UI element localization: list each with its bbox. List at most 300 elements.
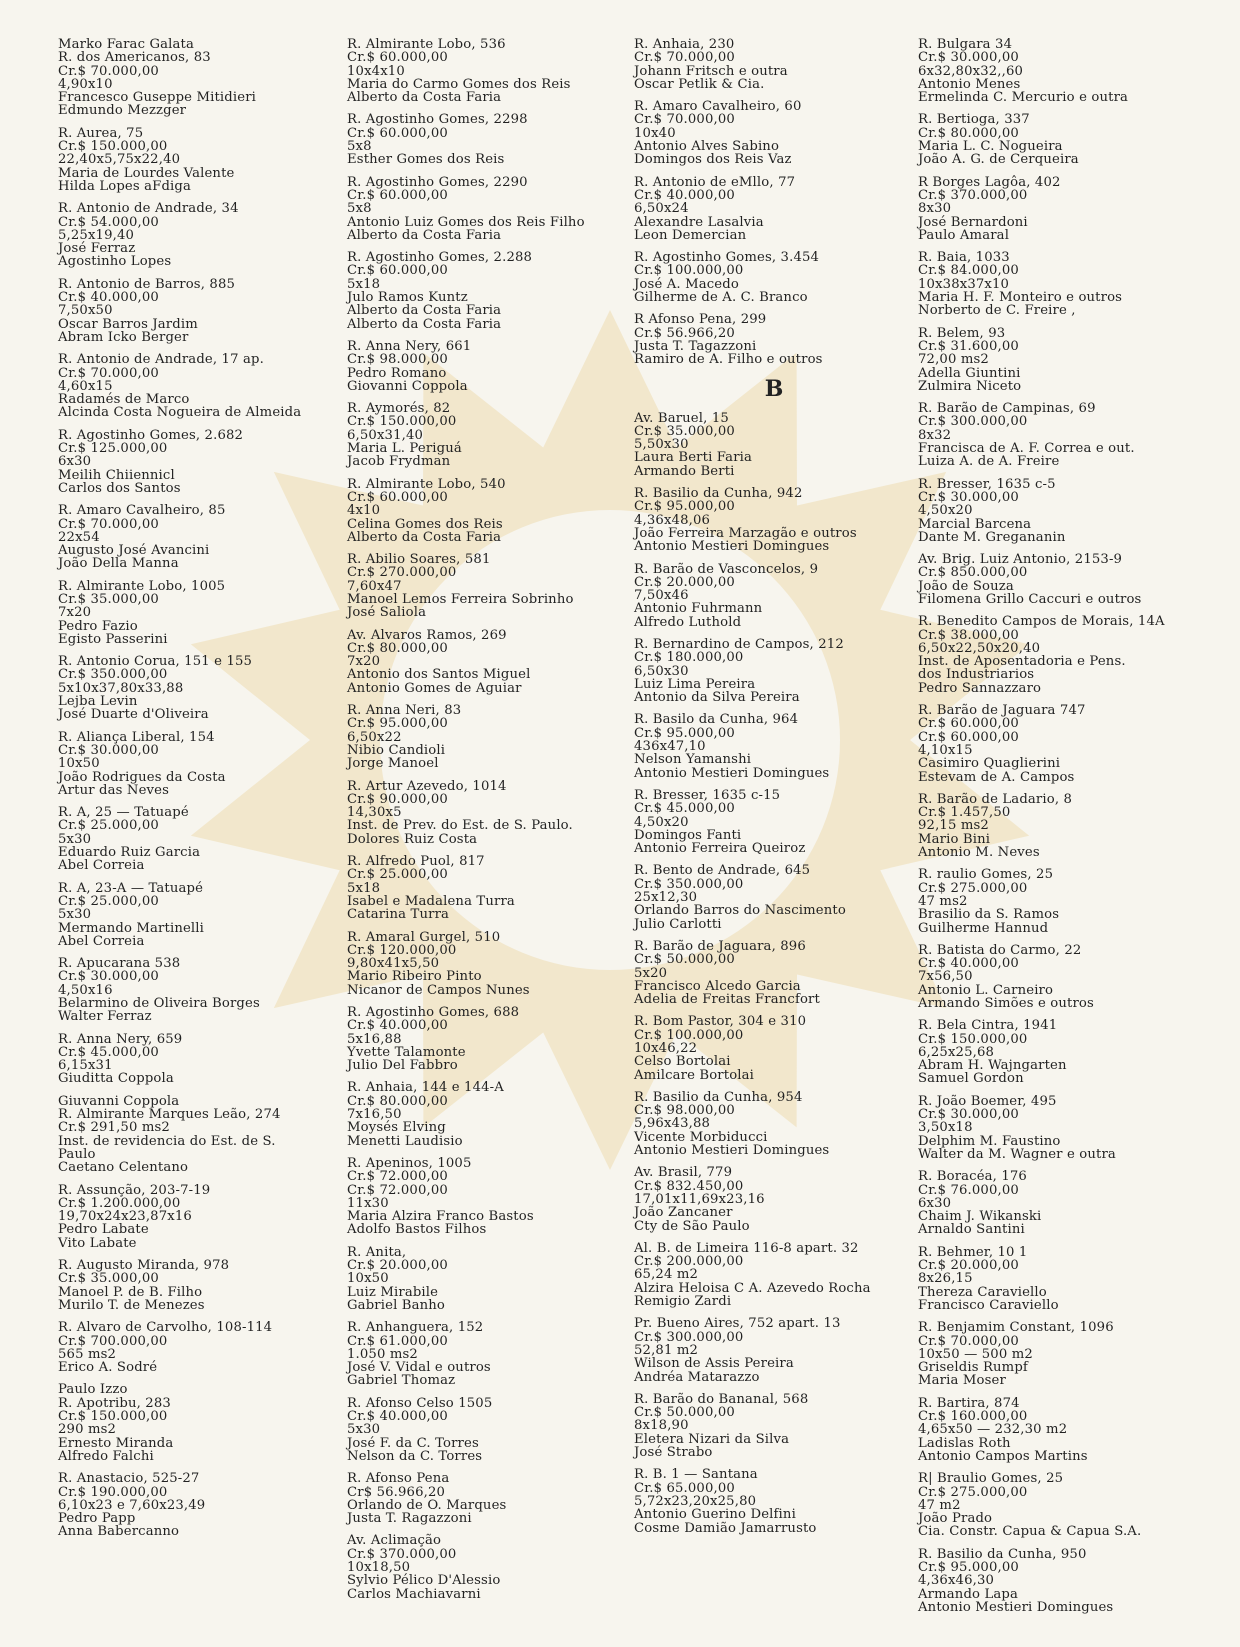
listing-line: Cr.$ 70.000,00: [634, 112, 735, 128]
listing-line: Cr.$ 120.000,00: [347, 942, 457, 958]
listing-entry: [347, 1006, 627, 1072]
listing-line: Luiza A. de A. Freire: [918, 454, 1060, 470]
listing-line: Inst. de revidencia do Est. de S.: [58, 1133, 276, 1149]
listing-line: Julo Ramos Kuntz: [347, 290, 468, 306]
listing-entry: [918, 1472, 1198, 1538]
listing-line: Inst. de Aposentadoria e Pens.: [918, 654, 1126, 670]
listing-line: Cr.$ 200.000,00: [634, 1254, 744, 1270]
listing-line: Augusto José Avancini: [58, 543, 210, 559]
listing-line: Chaim J. Wikanski: [918, 1209, 1042, 1225]
listing-line: Alberto da Costa Faria: [347, 303, 502, 319]
listing-entry: [347, 1472, 627, 1525]
listing-line: Cr.$ 50.000,00: [634, 952, 735, 968]
listing-line: Cr.$ 80.000,00: [347, 1093, 448, 1109]
listing-address: R. Benjamim Constant, 1096: [918, 1320, 1114, 1336]
listing-line: 7,50x46: [634, 588, 689, 604]
listing-line: Wilson de Assis Pereira: [634, 1356, 794, 1372]
listing-address: R. João Boemer, 495: [918, 1093, 1057, 1109]
listing-line: Cr.$ 180.000,00: [634, 650, 744, 666]
listing-line: José V. Vidal e outros: [347, 1360, 491, 1376]
listing-line: Cosme Damião Jamarrusto: [634, 1520, 817, 1536]
listing-line: Antonio Gomes de Aguiar: [347, 680, 522, 696]
listing-line: 6x30: [918, 1195, 952, 1211]
listing-line: Meilih Chiiennicl: [58, 467, 175, 483]
listing-line: 5x10x37,80x33,88: [58, 680, 184, 696]
listing-address: R. Afonso Pena: [347, 1471, 450, 1487]
listing-entry: [634, 176, 914, 242]
listing-line: Guilherme Hannud: [918, 920, 1049, 936]
listing-address: R. Alfredo Puol, 817: [347, 854, 485, 870]
listing-entry: [918, 1170, 1198, 1236]
listing-entry: [634, 864, 914, 930]
listing-entry: [58, 278, 338, 344]
listing-line: Cr.$ 45.000,00: [634, 801, 735, 817]
listing-line: Ermelinda C. Mercurio e outra: [918, 90, 1129, 106]
listing-line: 92,15 ms2: [918, 818, 989, 834]
listing-line: Dolores Ruiz Costa: [347, 831, 478, 847]
listing-entry: [58, 957, 338, 1023]
listing-line: 6,50x22: [347, 729, 402, 745]
listing-line: Isabel e Madalena Turra: [347, 893, 515, 909]
listing-line: Armando Simões e outros: [918, 996, 1094, 1011]
listing-line: Cr.$ 98.000,00: [634, 1103, 735, 1119]
listing-line: Maria de Lourdes Valente: [58, 165, 235, 181]
listing-entry: [347, 176, 627, 242]
listing-line: 1.050 ms2: [347, 1346, 418, 1362]
listing-entry: [347, 38, 627, 104]
listing-line: Leon Demercian: [634, 227, 747, 243]
listing-address: R. A, 23-A — Tatuapé: [58, 880, 204, 896]
listing-address: R. Bresser, 1635 c-15: [634, 787, 781, 803]
listing-line: Lejba Levin: [58, 694, 138, 710]
listing-address: R. Afonso Celso 1505: [347, 1395, 493, 1411]
listing-line: 6,10x23 e 7,60x23,49: [58, 1497, 206, 1513]
listing-entry: [58, 731, 338, 797]
listing-line: 25x12,30: [634, 890, 698, 906]
listing-line: Giovanni Coppola: [347, 378, 468, 394]
listing-line: Domingos Fanti: [634, 827, 742, 843]
listing-line: Cr.$ 61.000,00: [347, 1333, 448, 1349]
listing-address: R. Barão de Jaguara 747: [918, 703, 1086, 719]
listing-line: Cr.$ 70.000,00: [58, 516, 159, 532]
listing-line: Cr.$ 72.000,00: [347, 1169, 448, 1185]
listing-line: dos Industriarios: [918, 667, 1035, 683]
listing-entry: [347, 855, 627, 921]
listing-line: 4,36x48,06: [634, 512, 711, 528]
listing-line: Alberto da Costa Faria: [347, 529, 502, 545]
listing-line: José Strabo: [634, 1445, 713, 1461]
listing-line: Marcial Barcena: [918, 516, 1032, 532]
listing-line: Walter Ferraz: [58, 1009, 152, 1025]
listing-line: Sylvio Pélico D'Alessio: [347, 1573, 501, 1589]
listing-address: R. Antonio de Barros, 885: [58, 276, 236, 292]
listing-line: Cr.$ 125.000,00: [58, 441, 168, 457]
listing-line: 72,00 ms2: [918, 352, 989, 368]
listing-address: R. Almirante Lobo, 540: [347, 476, 506, 492]
listing-line: Antonio Mestieri Domingues: [634, 765, 830, 781]
listing-line: Griseldis Rumpf: [918, 1360, 1028, 1376]
listing-entry: [58, 353, 338, 419]
listing-line: Artur das Neves: [58, 782, 169, 798]
listing-address: R. Boracéa, 176: [918, 1169, 1027, 1185]
listing-entry: [347, 1321, 627, 1387]
listing-line: Eduardo Ruiz Garcia: [58, 845, 201, 861]
listing-address: R. Basilio da Cunha, 942: [634, 486, 803, 502]
listing-line: Cr.$ 72.000,00: [347, 1182, 448, 1198]
listing-line: 5x16,88: [347, 1031, 402, 1047]
listing-address: R. Barão de Campinas, 69: [918, 401, 1096, 417]
listing-entry: [918, 38, 1198, 104]
listing-line: Antonio M. Neves: [918, 845, 1040, 861]
listing-entry: [918, 251, 1198, 317]
listing-line: 6,50x31,40: [347, 427, 424, 443]
listing-line: Estevam de A. Campos: [918, 769, 1075, 785]
listing-line: João de Souza: [918, 578, 1014, 594]
listing-line: Julio Del Fabbro: [347, 1058, 458, 1074]
listing-line: Cr.$ 370.000,00: [347, 1546, 457, 1562]
listing-line: Justa T. Tagazzoni: [634, 338, 757, 354]
listing-entry: [918, 478, 1198, 544]
listing-line: Hilda Lopes aFdiga: [58, 178, 192, 194]
listing-line: Alfredo Luthold: [634, 614, 742, 630]
listing-entry: [918, 1019, 1198, 1085]
listing-entry: [634, 1166, 914, 1232]
listing-address: R. Augusto Miranda, 978: [58, 1258, 230, 1274]
listing-line: Esther Gomes dos Reis: [347, 152, 505, 168]
listing-line: Cr.$ 80.000,00: [918, 125, 1019, 141]
listing-entry: [58, 580, 338, 646]
listing-line: Cr.$ 370.000,00: [918, 187, 1028, 203]
listing-entry: [347, 1246, 627, 1312]
listing-line: Pedro Papp: [58, 1511, 136, 1527]
listing-line: Antonio Luiz Gomes dos Reis Filho: [347, 214, 585, 230]
listing-line: Antonio Mestieri Domingues: [918, 1599, 1114, 1615]
listing-line: Amilcare Bortolai: [634, 1067, 755, 1083]
listing-line: Cr.$ 30.000,00: [918, 1107, 1019, 1123]
listing-line: Armando Lapa: [918, 1586, 1018, 1602]
listing-line: Nibio Candioli: [347, 742, 446, 758]
listing-line: 17,01x11,69x23,16: [634, 1191, 765, 1207]
listing-line: Pedro Romano: [347, 365, 447, 381]
listing-address: Av. Brig. Luiz Antonio, 2153-9: [918, 552, 1123, 568]
listing-line: Cr.$ 40.000,00: [918, 956, 1019, 972]
listing-line: Cr.$ 275.000,00: [918, 1484, 1028, 1500]
listing-line: Vicente Morbiducci: [634, 1129, 768, 1145]
listing-line: Cr.$ 350.000,00: [58, 667, 168, 683]
listing-line: Cr.$ 150.000,00: [918, 1031, 1028, 1047]
listing-address: Pr. Bueno Aires, 752 apart. 13: [634, 1316, 841, 1332]
listing-entry: [58, 1472, 338, 1538]
listing-address: R. Almirante Lobo, 1005: [58, 578, 226, 594]
listing-line: 7,60x47: [347, 578, 402, 594]
listing-line: 7,50x50: [58, 303, 113, 319]
listing-line: Cr.$ 60.000,00: [918, 716, 1019, 732]
listing-line: 4x10: [347, 503, 381, 519]
listing-line: Cr.$ 350.000,00: [634, 876, 744, 892]
listing-line: Manoel Lemos Ferreira Sobrinho: [347, 591, 574, 607]
listing-line: 5x30: [58, 831, 92, 847]
listing-line: João Prado: [918, 1511, 993, 1527]
listing-entry: [58, 1095, 338, 1175]
listing-line: 8x32: [918, 427, 952, 443]
listing-line: Adelia de Freitas Francfort: [634, 992, 820, 1008]
listing-entry: [918, 1095, 1198, 1161]
listing-line: Cr.$ 60.000,00: [347, 489, 448, 505]
listing-entry: [918, 944, 1198, 1010]
listing-line: Mario Bini: [918, 831, 991, 847]
listing-address: R. Bresser, 1635 c-5: [918, 476, 1056, 492]
listing-line: Orlando de O. Marques: [347, 1497, 507, 1513]
listing-line: Mermando Martinelli: [58, 920, 205, 936]
listing-line: Francisco Alcedo Garcia: [634, 978, 801, 994]
listing-line: Cr.$ 850.000,00: [918, 565, 1028, 581]
listing-line: 5,50x30: [634, 437, 689, 453]
listing-line: Delphim M. Faustino: [918, 1133, 1061, 1149]
listing-line: Cr.$ 291,50 ms2: [58, 1120, 170, 1136]
listing-line: Cr.$ 84.000,00: [918, 263, 1019, 279]
listing-line: Alfredo Falchi: [58, 1448, 154, 1464]
listing-address: Av. Aclimação: [347, 1533, 442, 1549]
listing-line: 10x46,22: [634, 1041, 698, 1056]
listing-line: R. dos Americanos, 83: [58, 50, 211, 66]
listing-line: Cr.$ 20.000,00: [634, 574, 735, 590]
listing-address: R. Agostinho Gomes, 3.454: [634, 250, 820, 266]
listing-address: Giuvanni Coppola: [58, 1093, 180, 1109]
listing-line: Cr.$ 35.000,00: [58, 591, 159, 607]
listing-entry: [347, 251, 627, 331]
listing-address: R. Aliança Liberal, 154: [58, 729, 215, 745]
listing-line: Ramiro de A. Filho e outros: [634, 352, 823, 368]
listing-line: Cr.$ 60.000,00: [347, 50, 448, 66]
listing-line: Antonio dos Santos Miguel: [347, 667, 531, 683]
listing-line: Cr.$ 60.000,00: [347, 125, 448, 141]
listing-line: Walter da M. Wagner e outra: [918, 1146, 1116, 1162]
listing-entry: [58, 38, 338, 118]
listing-address: R. Anita,: [347, 1244, 407, 1260]
listing-address: R. Bom Pastor, 304 e 310: [634, 1014, 807, 1030]
listing-entry: [347, 704, 627, 770]
listing-line: 6,25x25,68: [918, 1044, 995, 1060]
listing-entry: [634, 487, 914, 553]
listing-line: Thereza Caraviello: [918, 1284, 1047, 1300]
listing-line: Armando Berti: [634, 463, 735, 479]
listing-line: João Zancaner: [634, 1205, 733, 1221]
listing-line: Cr.$ 98.000,00: [347, 352, 448, 368]
listing-address: R. Antonio de Andrade, 34: [58, 201, 239, 217]
listing-line: 436x47,10: [634, 739, 706, 755]
listing-line: Cr.$ 150.000,00: [58, 1409, 168, 1425]
listing-line: Cr.$ 50.000,00: [634, 1405, 735, 1421]
listing-entry: [918, 868, 1198, 934]
listing-line: Maria Alzira Franco Bastos: [347, 1209, 534, 1225]
listing-address: R. Belem, 93: [918, 325, 1006, 341]
listing-address: R. Agostinho Gomes, 688: [347, 1005, 520, 1020]
listing-entry: [918, 1246, 1198, 1312]
listing-line: 14,30x5: [347, 805, 402, 821]
listing-line: Maria do Carmo Gomes dos Reis: [347, 76, 571, 92]
listing-entry: [58, 882, 338, 948]
listing-line: Antonio Fuhrmann: [634, 601, 763, 617]
listing-entry: [918, 704, 1198, 784]
listing-line: Luiz Lima Pereira: [634, 676, 756, 692]
listing-line: 4,50x20: [918, 503, 973, 519]
listing-line: Pedro Fazio: [58, 618, 138, 634]
listing-entry: [918, 113, 1198, 166]
listing-entry: [634, 638, 914, 704]
listing-line: Cr.$ 30.000,00: [918, 489, 1019, 505]
listing-line: 10x50 — 500 m2: [918, 1346, 1033, 1362]
listing-line: Casimiro Quaglierini: [918, 756, 1061, 772]
listing-line: Cr.$ 25.000,00: [58, 893, 159, 909]
listing-entry: [347, 780, 627, 846]
listing-line: Francisca de A. F. Correa e out.: [918, 441, 1135, 457]
listing-line: 7x20: [347, 654, 381, 670]
listing-line: 7x16,50: [347, 1107, 402, 1123]
listing-line: Egisto Passerini: [58, 631, 168, 647]
listing-address: R. Antonio de eMllo, 77: [634, 174, 796, 190]
listing-line: Nelson da C. Torres: [347, 1448, 483, 1464]
listing-line: Mario Ribeiro Pinto: [347, 969, 482, 985]
listing-line: Cr.$ 40.000,00: [634, 187, 735, 203]
listing-entry: [58, 127, 338, 193]
listing-line: Cr.$ 95.000,00: [347, 716, 448, 732]
listing-line: Inst. de Prev. do Est. de S. Paulo.: [347, 818, 573, 834]
listing-line: Orlando Barros do Nascimento: [634, 903, 846, 919]
listing-line: R. Apotribu, 283: [58, 1395, 171, 1411]
listing-address: R. Bento de Andrade, 645: [634, 863, 811, 879]
listing-entry: [634, 1015, 914, 1081]
listing-line: Remigio Zardi: [634, 1294, 732, 1310]
listing-line: Cr.$ 35.000,00: [58, 1271, 159, 1287]
listing-line: José Bernardoni: [918, 214, 1028, 230]
listing-address: R. Apeninos, 1005: [347, 1155, 472, 1171]
listing-line: Nicanor de Campos Nunes: [347, 982, 530, 998]
listing-line: Ernesto Miranda: [58, 1435, 174, 1451]
listing-entry: [634, 1242, 914, 1308]
listing-line: 565 ms2: [58, 1346, 117, 1362]
listing-line: José Ferraz: [58, 241, 136, 257]
listing-line: 5x30: [58, 907, 92, 923]
listing-line: 5,72x23,20x25,80: [634, 1493, 757, 1509]
listing-entry: [918, 553, 1198, 606]
listing-line: Pedro Sannazzaro: [918, 680, 1042, 696]
listing-entry: [58, 1383, 338, 1463]
listing-line: 3,50x18: [918, 1120, 973, 1136]
listing-line: 7x20: [58, 605, 92, 621]
listing-line: Cr.$ 270.000,00: [347, 565, 457, 581]
listing-address: R. Barão de Vasconcelos, 9: [634, 561, 819, 577]
listing-line: Manoel P. de B. Filho: [58, 1284, 203, 1300]
listing-address: Av. Brasil, 779: [634, 1165, 733, 1181]
listing-line: Belarmino de Oliveira Borges: [58, 996, 260, 1011]
listing-address: R. Anhanguera, 152: [347, 1320, 484, 1336]
listing-line: Paulo Amaral: [918, 227, 1010, 243]
listing-line: Oscar Petlik & Cia.: [634, 76, 765, 92]
listing-address: R. Basilio da Cunha, 950: [918, 1546, 1087, 1562]
listing-entry: [634, 713, 914, 779]
listing-line: Cr.$ 100.000,00: [634, 1027, 744, 1043]
listing-entry: [58, 429, 338, 495]
listing-line: Cr.$ 20.000,00: [347, 1258, 448, 1274]
listing-address: R. Apucarana 538: [58, 956, 181, 972]
listing-entry: [347, 553, 627, 619]
listing-entry: [347, 931, 627, 997]
listing-line: Nelson Yamanshi: [634, 752, 752, 768]
listing-line: Norberto de C. Freire ,: [918, 303, 1076, 319]
listing-address: R Afonso Pena, 299: [634, 312, 767, 328]
listing-line: 4,50x16: [58, 982, 113, 998]
listing-address: Paulo Izzo: [58, 1382, 128, 1398]
listing-line: Cr.$ 25.000,00: [58, 818, 159, 834]
listing-line: 10x4x10: [347, 63, 405, 79]
listing-line: 7x56,50: [918, 969, 973, 985]
listing-line: 6,50x24: [634, 201, 689, 217]
listing-address: R. Baia, 1033: [918, 250, 1010, 266]
listing-entry: [347, 1157, 627, 1237]
listing-line: 5x30: [347, 1422, 381, 1438]
listing-entry: [347, 340, 627, 393]
listing-address: R. Bela Cintra, 1941: [918, 1018, 1058, 1034]
listing-line: Murilo T. de Menezes: [58, 1297, 205, 1313]
listing-line: 4,65x50 — 232,30 m2: [918, 1422, 1068, 1438]
listing-address: R. Behmer, 10 1: [918, 1244, 1028, 1260]
listing-line: 22,40x5,75x22,40: [58, 152, 181, 168]
listing-entry: [347, 113, 627, 166]
listing-entry: [58, 1033, 338, 1086]
listing-line: Cr.$ 30.000,00: [58, 742, 159, 758]
listing-entry: [634, 38, 914, 91]
listing-line: Antonio L. Carneiro: [918, 982, 1054, 998]
listing-entry: [918, 176, 1198, 242]
listing-line: Cr.$ 100.000,00: [634, 263, 744, 279]
listing-address: R. Antonio de Andrade, 17 ap.: [58, 352, 264, 368]
listing-line: Cr.$ 300.000,00: [918, 414, 1028, 430]
listing-address: R. Amaro Cavalheiro, 60: [634, 99, 802, 115]
listing-address: R. Antonio Corua, 151 e 155: [58, 654, 253, 670]
listing-line: Moysés Elving: [347, 1120, 446, 1136]
listing-line: José A. Macedo: [634, 276, 739, 292]
listing-address: R. raulio Gomes, 25: [918, 867, 1054, 883]
listing-entry: [918, 615, 1198, 695]
listing-line: Abel Correia: [58, 933, 145, 949]
listing-line: Cr.$ 30.000,00: [918, 50, 1019, 66]
listing-line: Adella Giuntini: [918, 365, 1021, 381]
listing-line: Pedro Labate: [58, 1222, 149, 1238]
column-1: [58, 38, 338, 1548]
listing-line: Justa T. Ragazzoni: [347, 1511, 472, 1527]
listing-line: Cr.$ 38.000,00: [918, 627, 1019, 643]
listing-line: Cr.$ 275.000,00: [918, 880, 1028, 896]
listing-line: Abram H. Wajngarten: [918, 1058, 1067, 1074]
listing-address: R. Bartira, 874: [918, 1395, 1020, 1411]
listing-line: 5x8: [347, 139, 372, 155]
listing-entry: [58, 806, 338, 872]
listing-line: José F. da C. Torres: [347, 1435, 479, 1451]
listing-entry: [634, 563, 914, 629]
listing-line: Agostinho Lopes: [58, 254, 172, 270]
listing-line: Samuel Gordon: [918, 1071, 1024, 1087]
listing-line: 47 m2: [918, 1497, 961, 1513]
listing-entry: [918, 1397, 1198, 1463]
listing-line: Cia. Constr. Capua & Capua S.A.: [918, 1524, 1142, 1540]
listing-entry: [634, 412, 914, 478]
listing-line: Vito Labate: [58, 1235, 137, 1251]
listing-line: Cr.$ 60.000,00: [347, 263, 448, 279]
listing-address: R. Agostinho Gomes, 2298: [347, 112, 528, 128]
listing-line: 5x20: [634, 965, 668, 981]
listing-entry: [58, 655, 338, 721]
listing-line: Cr.$ 95.000,00: [918, 1559, 1019, 1575]
